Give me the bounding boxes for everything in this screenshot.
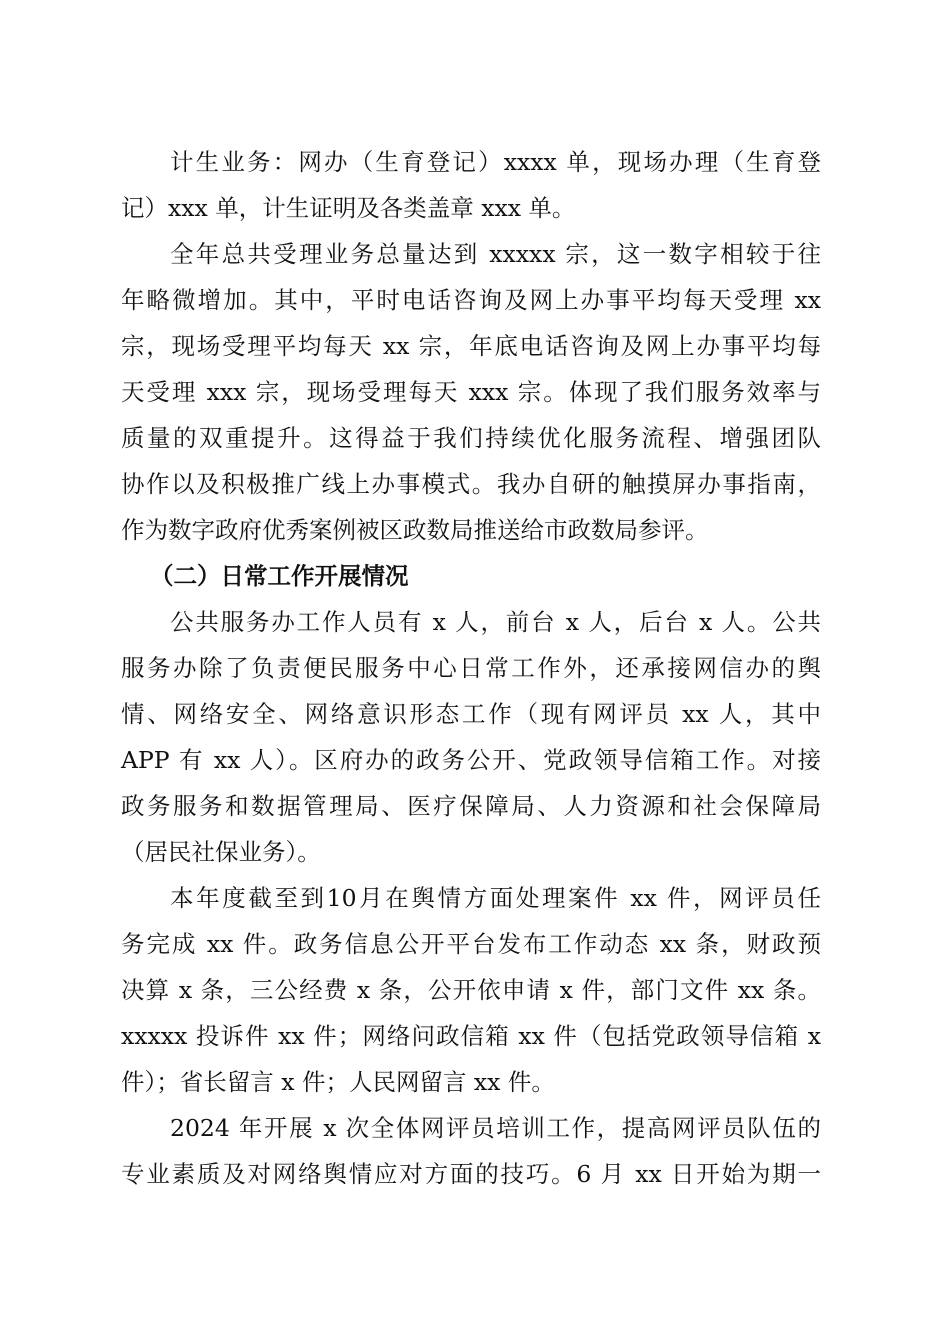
paragraph-line: 服务办除了负责便民服务中心日常工作外，还承接网信办的舆 bbox=[121, 654, 821, 682]
paragraph-line: 政务服务和数据管理局、医疗保障局、人力资源和社会保障局 bbox=[121, 792, 821, 820]
paragraph-line: 全年总共受理业务总量达到 xxxxx 宗，这一数字相较于往 bbox=[170, 240, 821, 268]
paragraph-line: 件）；省长留言 x 件；人民网留言 xx 件。 bbox=[121, 1068, 555, 1096]
paragraph-line: 专业素质及对网络舆情应对方面的技巧。6 月 xx 日开始为期一 bbox=[121, 1160, 821, 1188]
paragraph-line: 本年度截至到10月在舆情方面处理案件 xx 件，网评员任 bbox=[170, 884, 821, 912]
paragraph-line: 作为数字政府优秀案例被区政数局推送给市政数局参评。 bbox=[121, 516, 709, 544]
paragraph-line: 务完成 xx 件。政务信息公开平台发布工作动态 xx 条，财政预 bbox=[121, 930, 821, 958]
paragraph-line: 记）xxx 单，计生证明及各类盖章 xxx 单。 bbox=[121, 194, 576, 222]
paragraph-line: 协作以及积极推广线上办事模式。我办自研的触摸屏办事指南， bbox=[121, 470, 821, 498]
paragraph-line: xxxxx 投诉件 xx 件；网络问政信箱 xx 件（包括党政领导信箱 x bbox=[121, 1022, 821, 1050]
paragraph-line: 年略微增加。其中，平时电话咨询及网上办事平均每天受理 xx bbox=[121, 286, 821, 314]
paragraph-line: APP 有 xx 人）。区府办的政务公开、党政领导信箱工作。对接 bbox=[121, 746, 821, 774]
paragraph-line: 计生业务：网办（生育登记）xxxx 单，现场办理（生育登 bbox=[170, 148, 821, 176]
paragraph-line: 质量的双重提升。这得益于我们持续优化服务流程、增强团队 bbox=[121, 424, 821, 452]
paragraph-line: 2024 年开展 x 次全体网评员培训工作，提高网评员队伍的 bbox=[170, 1114, 821, 1142]
paragraph-line: 天受理 xxx 宗，现场受理每天 xxx 宗。体现了我们服务效率与 bbox=[121, 378, 821, 406]
paragraph-line: 公共服务办工作人员有 x 人，前台 x 人，后台 x 人。公共 bbox=[170, 608, 821, 636]
section-heading: （二）日常工作开展情况 bbox=[150, 562, 409, 590]
paragraph-line: 情、网络安全、网络意识形态工作（现有网评员 xx 人，其中 bbox=[121, 700, 821, 728]
paragraph-line: 决算 x 条，三公经费 x 条，公开依申请 x 件，部门文件 xx 条。 bbox=[121, 976, 821, 1004]
paragraph-line: （居民社保业务）。 bbox=[121, 838, 321, 866]
paragraph-line: 宗，现场受理平均每天 xx 宗，年底电话咨询及网上办事平均每 bbox=[121, 332, 821, 360]
